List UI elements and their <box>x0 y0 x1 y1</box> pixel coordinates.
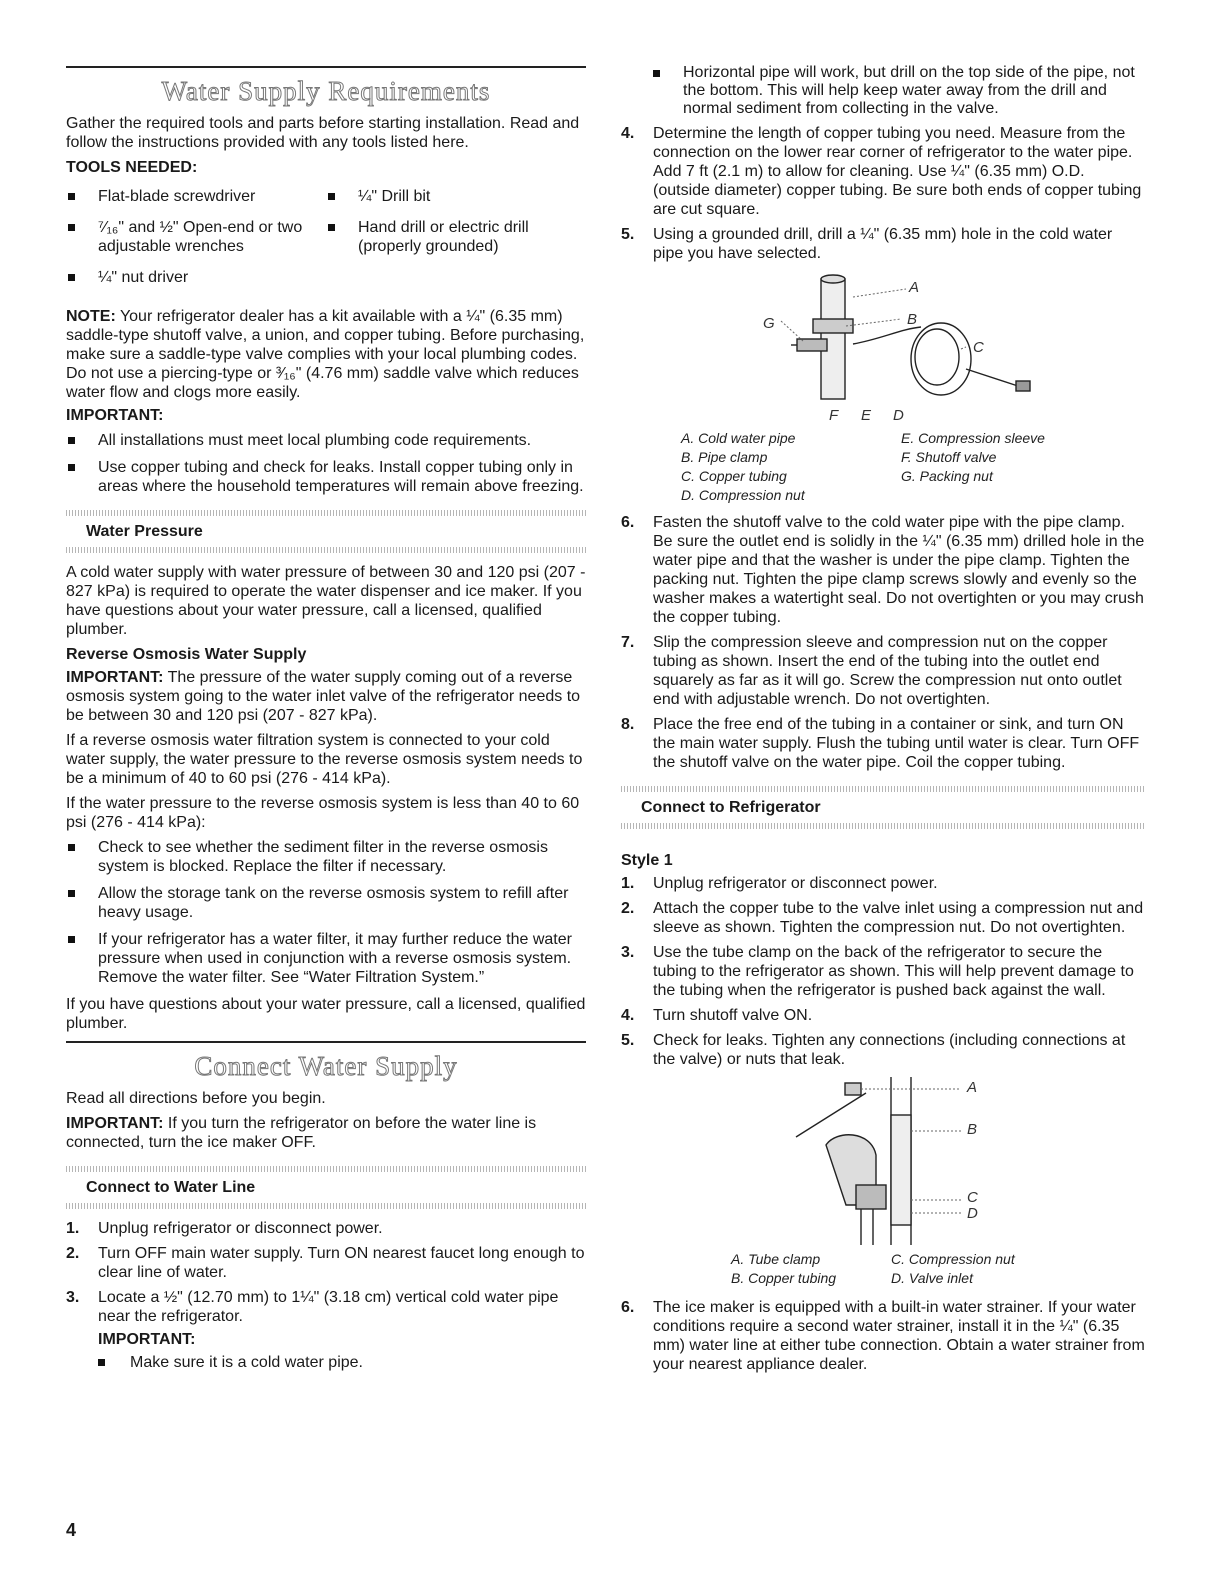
step-item: 2. Turn OFF main water supply. Turn ON nearest faucet long enough to clear line of water. <box>66 1245 585 1281</box>
note-paragraph: NOTE: Your refrigerator dealer has a kit available with a ¼" (6.35 mm) saddle-type shutoff valve, a union, and copper tubing. Before purchasing, make sure a saddle-type valve complies with your local plumbing codes. Do not use a piercing-type or ³⁄₁₆" (4.76 mm) saddle valve which reduces water flow and clogs more easily. <box>66 308 585 401</box>
connect-supply-important: IMPORTANT: If you turn the refrigerator on before the water line is connected, turn the ice maker OFF. <box>66 1115 537 1151</box>
connect-fridge-steps <box>621 874 1145 1069</box>
step-item: 7. Slip the compression sleeve and compression nut on the copper tubing as shown. Insert the end of the tubing into the outlet end squarely as far as it will go. Screw the compression nut onto outlet end with adjustable wrench. Do not overtighten. <box>621 634 1122 708</box>
important-list <box>66 431 586 496</box>
water-pressure-text: A cold water supply with water pressure of between 30 and 120 psi (207 - 827 kPa) is required to operate the water dispenser and ice maker. If you have questions about your water pressure, call a licensed, qualified plumber. <box>66 564 586 638</box>
tool-item: Hand drill or electric drill (properly grounded) <box>326 218 586 256</box>
ro-list <box>66 838 586 987</box>
bullet-icon <box>68 844 75 851</box>
step-item: 8. Place the free end of the tubing in a container or sink, and turn ON the main water supply. Flush the tubing until water is clear. Turn OFF the shutoff valve on the water pipe. Coil the copper tubing. <box>621 716 1140 771</box>
step-item: 6. Fasten the shutoff valve to the cold water pipe with the pipe clamp. Be sure the outlet end is solidly in the ¼" (6.35 mm) drilled hole in the water pipe and that the washer is under the pipe clamp. Tighten the packing nut. Tighten the pipe clamp screws slowly and evenly so the washer makes a watertight seal. Do not overtighten or you may crush the copper tubing. <box>621 514 1145 626</box>
connect-supply-title: Connect Water Supply <box>194 1051 458 1081</box>
connect-supply-intro: Read all directions before you begin. <box>66 1090 326 1107</box>
ro-important: IMPORTANT: The pressure of the water supply coming out of a reverse osmosis system going to the water inlet valve of the refrigerator needs to be between 30 and 120 psi (207 - 827 kPa). <box>66 669 581 724</box>
important-heading: IMPORTANT: <box>66 407 164 424</box>
step-item: 5. Using a grounded drill, drill a ¼" (6.35 mm) hole in the cold water pipe you have selected. <box>621 226 1113 262</box>
list-item: If your refrigerator has a water filter, it may further reduce the water pressure when used in conjunction with a reverse osmosis system. Remove the water filter. See “Water Filtration System.” <box>66 930 586 987</box>
connect-fridge-header <box>621 786 1145 829</box>
list-item: Horizontal pipe will work, but drill on the top side of the pipe, not the bottom. This will help keep water away from the drill and normal sediment from collecting in the valve. <box>653 64 1145 118</box>
list-item: Allow the storage tank on the reverse osmosis system to refill after heavy usage. <box>66 884 586 922</box>
step-item: 4. Turn shutoff valve ON. <box>621 1007 813 1024</box>
step-item: 3. Locate a ½" (12.70 mm) to 1¼" (3.18 cm) vertical cold water pipe near the refrigerator. IMPORTANT: Make sure it is a cold water pipe. <box>66 1288 586 1372</box>
fig2-label-c: C <box>967 1189 978 1206</box>
step3-important: IMPORTANT: <box>98 1331 196 1348</box>
bullet-icon <box>68 437 75 444</box>
list-item: Use copper tubing and check for leaks. Install copper tubing only in areas where the household temperatures will remain above freezing. <box>66 458 586 496</box>
fig1-captions: A. Cold water pipe E. Compression sleeve B. Pipe clamp F. Shutoff valve C. Copper tubing G. Packing nut D. Compression nut <box>681 430 1045 503</box>
hatch-divider <box>621 823 1145 829</box>
step-item: 6. The ice maker is equipped with a built-in water strainer. If your water conditions require a second water strainer, install it in the ¼" (6.35 mm) water line at either tube connection. Obtain a water strainer from your nearest appliance dealer. <box>621 1299 1145 1373</box>
step-item: 5. Check for leaks. Tighten any connections (including connections at the valve) or nuts that leak. <box>621 1032 1126 1068</box>
step-item: 4. Determine the length of copper tubing you need. Measure from the connection on the lower rear corner of refrigerator to the water pipe. Add 7 ft (2.1 m) to allow for cleaning. Use ¼" (6.35 mm) O.D. (outside diameter) copper tubing. Be sure both ends of copper tubing are cut square. <box>621 125 1142 218</box>
tool-item: ¼" Drill bit <box>326 187 586 206</box>
top-bullet-list <box>653 64 1145 118</box>
fig1-label-c: C <box>973 339 984 356</box>
tools-heading: TOOLS NEEDED: <box>66 159 198 176</box>
water-line-header <box>66 1166 586 1209</box>
water-pressure-header <box>66 510 586 553</box>
step-item: 2. Attach the copper tube to the valve inlet using a compression nut and sleeve as shown. Tighten the compression nut. Do not overtighten. <box>621 900 1144 936</box>
fig2-captions: A. Tube clamp C. Compression nut B. Copper tubing D. Valve inlet <box>731 1251 1015 1286</box>
step3-list <box>98 1353 586 1372</box>
tools-list <box>66 181 586 293</box>
tool-item: Flat-blade screwdriver <box>66 187 326 206</box>
list-item: Make sure it is a cold water pipe. <box>98 1353 586 1372</box>
bullet-icon <box>68 193 75 200</box>
ro-heading: Reverse Osmosis Water Supply <box>66 646 307 663</box>
bullet-icon <box>328 224 335 231</box>
section-rule <box>66 66 586 68</box>
bullet-icon <box>68 936 75 943</box>
fig2-label-b: B <box>967 1121 978 1138</box>
water-pressure-title: Water Pressure <box>86 523 203 540</box>
right-column <box>621 60 1145 1380</box>
fig1-label-f: F <box>829 407 839 424</box>
hatch-divider <box>66 547 586 553</box>
list-item: All installations must meet local plumbing code requirements. <box>66 431 586 450</box>
water-supply-intro: Gather the required tools and parts before starting installation. Read and follow the instructions provided with any tools listed here. <box>66 115 580 151</box>
left-column <box>66 56 586 1378</box>
bullet-icon <box>68 890 75 897</box>
tool-item: ⁷⁄₁₆" and ½" Open-end or two adjustable wrenches <box>66 218 326 256</box>
ro-paragraph-2: If a reverse osmosis water filtration system is connected to your cold water supply, the water pressure to the reverse osmosis system needs to be a minimum of 40 to 60 psi (276 - 414 kPa). <box>66 732 583 787</box>
water-line-title: Connect to Water Line <box>86 1179 256 1196</box>
bullet-icon <box>68 224 75 231</box>
fig1-label-b: B <box>907 311 918 328</box>
fig1-label-a: A <box>909 279 920 296</box>
ro-paragraph-3: If the water pressure to the reverse osmosis system is less than 40 to 60 psi (276 - 414 kPa): <box>66 795 580 831</box>
steps-4-5 <box>621 124 1145 263</box>
water-supply-title: Water Supply Requirements <box>161 76 491 106</box>
bullet-icon <box>98 1359 105 1366</box>
connect-fridge-title: Connect to Refrigerator <box>641 799 821 816</box>
valve-inlet-illustration <box>621 1075 1145 1250</box>
list-item: Check to see whether the sediment filter in the reverse osmosis system is blocked. Replace the filter if necessary. <box>66 838 586 876</box>
page-number: 4 <box>66 1520 77 1540</box>
fig1-label-e: E <box>861 407 872 424</box>
step-item: 1. Unplug refrigerator or disconnect power. <box>621 875 938 892</box>
tool-item: ¼" nut driver <box>66 268 326 287</box>
fig2-label-d: D <box>967 1205 978 1222</box>
step-item: 3. Use the tube clamp on the back of the refrigerator to secure the tubing to the refrigerator as shown. This will help prevent damage to the tubing when the refrigerator is pushed back against the wall. <box>621 944 1134 999</box>
shutoff-valve-figure <box>621 269 1145 429</box>
section-rule <box>66 1041 586 1043</box>
hatch-divider <box>66 1203 586 1209</box>
pressure-closing: If you have questions about your water pressure, call a licensed, qualified plumber. <box>66 996 586 1032</box>
steps-6-8 <box>621 513 1145 772</box>
shutoff-valve-illustration <box>621 269 1145 429</box>
bullet-icon <box>328 193 335 200</box>
fig2-label-a: A <box>967 1079 978 1096</box>
step-item: 1. Unplug refrigerator or disconnect power. <box>66 1220 383 1237</box>
valve-inlet-figure <box>621 1075 1145 1250</box>
water-line-steps <box>66 1219 586 1372</box>
bullet-icon <box>68 274 75 281</box>
bullet-icon <box>653 70 660 77</box>
style-heading: Style 1 <box>621 852 673 869</box>
fig1-label-g: G <box>763 315 775 332</box>
connect-fridge-step6 <box>621 1298 1145 1374</box>
fig1-label-d: D <box>893 407 904 424</box>
bullet-icon <box>68 464 75 471</box>
